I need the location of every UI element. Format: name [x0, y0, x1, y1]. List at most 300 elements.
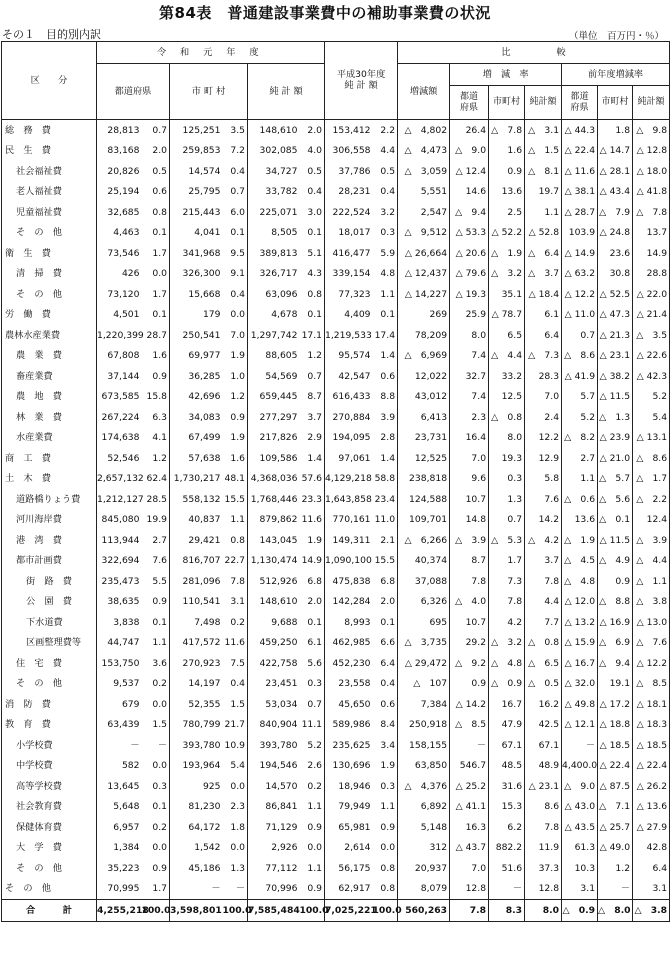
- cell-h30-pct: 2.1: [373, 530, 398, 551]
- table-row: [2, 735, 670, 756]
- cell-net-value: 86,841: [248, 797, 300, 818]
- cell-change-amount: △ 6,266: [398, 530, 450, 551]
- cell-prev-rate-muni: △ 52.5: [598, 284, 633, 305]
- header-rate-muni: 市町村: [489, 86, 525, 120]
- cell-rate-net: 8.6: [525, 797, 562, 818]
- row-label: 消 防 費: [2, 694, 97, 715]
- cell-h30-value: 77,323: [325, 284, 373, 305]
- cell-muni-value: 40,837: [170, 510, 223, 531]
- cell-prev-rate-net: △ 18.5: [633, 735, 670, 756]
- row-label: 商 工 費: [2, 448, 97, 469]
- cell-rate-net: 2.4: [525, 407, 562, 428]
- cell-pref-value: 113,944: [97, 530, 142, 551]
- cell-muni-value: 67,499: [170, 428, 223, 449]
- cell-h30-pct: 0.8: [373, 858, 398, 879]
- cell-change-amount: △ 4,473: [398, 141, 450, 162]
- table-row: [2, 223, 670, 244]
- cell-h30-pct: 8.4: [373, 715, 398, 736]
- table-row: [2, 489, 670, 510]
- cell-rate-net: △ 0.5: [525, 674, 562, 695]
- cell-rate-net: 7.0: [525, 387, 562, 408]
- cell-pref-value: 673,585: [97, 387, 142, 408]
- cell-h30-pct: 0.6: [373, 366, 398, 387]
- cell-h30-value: 475,838: [325, 571, 373, 592]
- table-row: [2, 448, 670, 469]
- cell-prev-rate-pref: 3.1: [562, 879, 598, 900]
- cell-h30-pct: 100.0: [373, 900, 398, 922]
- cell-prev-rate-muni: 30.8: [598, 264, 633, 285]
- cell-pref-pct: 0.6: [142, 182, 170, 203]
- header-net-total: 純 計 額: [248, 64, 325, 120]
- cell-rate-muni: 1.3: [489, 489, 525, 510]
- cell-change-amount: 5,551: [398, 182, 450, 203]
- cell-prev-rate-net: △ 1.1: [633, 571, 670, 592]
- cell-pref-value: 38,635: [97, 592, 142, 613]
- cell-rate-pref: 10.7: [450, 612, 489, 633]
- cell-net-value: 389,813: [248, 243, 300, 264]
- cell-rate-muni: 35.1: [489, 284, 525, 305]
- cell-prev-rate-pref: 1.1: [562, 469, 598, 490]
- cell-prev-rate-pref: △ 16.7: [562, 653, 598, 674]
- cell-muni-pct: 9.1: [223, 264, 248, 285]
- header-prefecture: 都道府県: [97, 64, 170, 120]
- cell-prev-rate-net: △ 13.1: [633, 428, 670, 449]
- table-subtitle: その１ 目的別内訳: [2, 28, 101, 41]
- cell-pref-value: 63,439: [97, 715, 142, 736]
- cell-prev-rate-net: △ 3.5: [633, 325, 670, 346]
- cell-h30-value: 97,061: [325, 448, 373, 469]
- cell-muni-value: 69,977: [170, 346, 223, 367]
- cell-h30-pct: 58.8: [373, 469, 398, 490]
- cell-net-pct: 5.1: [300, 243, 325, 264]
- cell-rate-pref: 14.8: [450, 510, 489, 531]
- cell-rate-muni: 1.7: [489, 551, 525, 572]
- cell-prev-rate-net: 14.9: [633, 243, 670, 264]
- header-comparison: 比 較: [398, 42, 670, 64]
- cell-pref-pct: 1.7: [142, 879, 170, 900]
- cell-rate-net: 5.8: [525, 469, 562, 490]
- cell-pref-value: 426: [97, 264, 142, 285]
- cell-rate-net: △ 3.7: [525, 264, 562, 285]
- cell-rate-pref: 0.9: [450, 674, 489, 695]
- cell-net-value: 879,862: [248, 510, 300, 531]
- table-row: [2, 551, 670, 572]
- cell-change-amount: 6,413: [398, 407, 450, 428]
- cell-rate-pref: 7.4: [450, 346, 489, 367]
- table-header: [2, 42, 670, 120]
- cell-prev-rate-net: △ 13.0: [633, 612, 670, 633]
- cell-prev-rate-net: △ 1.7: [633, 469, 670, 490]
- cell-h30-value: 28,231: [325, 182, 373, 203]
- cell-rate-net: 12.2: [525, 428, 562, 449]
- cell-net-pct: 0.1: [300, 612, 325, 633]
- cell-h30-value: 339,154: [325, 264, 373, 285]
- cell-h30-pct: 5.9: [373, 243, 398, 264]
- cell-prev-rate-net: △ 3.8: [633, 592, 670, 613]
- cell-prev-rate-muni: △ 23.9: [598, 428, 633, 449]
- cell-prev-rate-net: △ 22.6: [633, 346, 670, 367]
- cell-rate-net: 37.3: [525, 858, 562, 879]
- cell-rate-net: 7.8: [525, 817, 562, 838]
- cell-net-value: 277,297: [248, 407, 300, 428]
- cell-h30-pct: 0.4: [373, 182, 398, 203]
- row-label: 総 務 費: [2, 120, 97, 141]
- cell-net-pct: 2.0: [300, 592, 325, 613]
- cell-rate-muni: 8.0: [489, 428, 525, 449]
- cell-muni-value: 3,598,801: [170, 900, 223, 922]
- cell-net-pct: 0.1: [300, 223, 325, 244]
- cell-rate-muni: 48.5: [489, 756, 525, 777]
- cell-net-value: 70,996: [248, 879, 300, 900]
- cell-net-value: 63,096: [248, 284, 300, 305]
- cell-prev-rate-muni: △ 47.3: [598, 305, 633, 326]
- header-h30: 平成30年度 純 計 額: [325, 42, 398, 120]
- table-row: [2, 817, 670, 838]
- cell-pref-value: 582: [97, 756, 142, 777]
- cell-prev-rate-pref: 61.3: [562, 838, 598, 859]
- row-label: 道路橋りょう費: [2, 489, 97, 510]
- row-label: 区画整理費等: [2, 633, 97, 654]
- cell-h30-value: 18,017: [325, 223, 373, 244]
- cell-h30-pct: 3.9: [373, 407, 398, 428]
- cell-prev-rate-pref: △ 4.8: [562, 571, 598, 592]
- table-row: [2, 428, 670, 449]
- cell-h30-pct: 4.8: [373, 264, 398, 285]
- cell-prev-rate-muni: △ 49.0: [598, 838, 633, 859]
- cell-muni-pct: 6.0: [223, 202, 248, 223]
- cell-muni-value: 341,968: [170, 243, 223, 264]
- cell-h30-pct: 1.1: [373, 284, 398, 305]
- cell-rate-muni: －: [489, 879, 525, 900]
- cell-muni-pct: 0.1: [223, 223, 248, 244]
- cell-net-value: 7,585,484: [248, 900, 300, 922]
- cell-rate-net: △ 6.4: [525, 243, 562, 264]
- cell-rate-muni: △ 3.2: [489, 633, 525, 654]
- cell-net-value: 148,610: [248, 120, 300, 141]
- cell-h30-value: 4,409: [325, 305, 373, 326]
- cell-h30-value: 149,311: [325, 530, 373, 551]
- header-rate-net: 純計額: [525, 86, 562, 120]
- cell-net-value: 2,926: [248, 838, 300, 859]
- cell-rate-muni: 7.3: [489, 571, 525, 592]
- row-label: 下水道費: [2, 612, 97, 633]
- cell-prev-rate-pref: △ 14.9: [562, 243, 598, 264]
- cell-pref-value: 52,546: [97, 448, 142, 469]
- cell-prev-rate-muni: △ 25.7: [598, 817, 633, 838]
- cell-muni-pct: 1.9: [223, 428, 248, 449]
- row-label: 林 業 費: [2, 407, 97, 428]
- cell-muni-value: 417,572: [170, 633, 223, 654]
- cell-net-pct: 4.0: [300, 141, 325, 162]
- row-label: そ の 他: [2, 223, 97, 244]
- cell-rate-muni: 67.1: [489, 735, 525, 756]
- cell-pref-pct: 0.9: [142, 592, 170, 613]
- cell-pref-value: 1,384: [97, 838, 142, 859]
- cell-prev-rate-pref: 13.6: [562, 510, 598, 531]
- cell-net-value: 1,768,446: [248, 489, 300, 510]
- cell-pref-pct: 0.8: [142, 202, 170, 223]
- cell-rate-pref: △ 79.6: [450, 264, 489, 285]
- cell-muni-pct: 1.6: [223, 448, 248, 469]
- cell-pref-pct: 15.8: [142, 387, 170, 408]
- cell-muni-pct: 15.5: [223, 489, 248, 510]
- cell-prev-rate-pref: △ 15.9: [562, 633, 598, 654]
- cell-prev-rate-pref: 5.2: [562, 407, 598, 428]
- cell-pref-value: 35,223: [97, 858, 142, 879]
- cell-rate-muni: 47.9: [489, 715, 525, 736]
- table-row: [2, 182, 670, 203]
- cell-muni-value: 57,638: [170, 448, 223, 469]
- cell-rate-net: 3.7: [525, 551, 562, 572]
- cell-change-amount: △ 9,512: [398, 223, 450, 244]
- cell-muni-value: 281,096: [170, 571, 223, 592]
- cell-rate-net: △ 3.1: [525, 120, 562, 141]
- cell-rate-pref: 7.8: [450, 900, 489, 922]
- cell-prev-rate-net: △ 2.2: [633, 489, 670, 510]
- row-label: そ の 他: [2, 674, 97, 695]
- row-label: 社会福祉費: [2, 161, 97, 182]
- cell-prev-rate-muni: △ 7.1: [598, 797, 633, 818]
- cell-net-value: 225,071: [248, 202, 300, 223]
- cell-pref-pct: 7.6: [142, 551, 170, 572]
- cell-h30-pct: 1.4: [373, 346, 398, 367]
- cell-prev-rate-net: △ 8.5: [633, 674, 670, 695]
- cell-h30-value: 7,025,221: [325, 900, 373, 922]
- cell-muni-value: 558,132: [170, 489, 223, 510]
- cell-pref-pct: 6.3: [142, 407, 170, 428]
- cell-rate-pref: △ 9.0: [450, 141, 489, 162]
- cell-rate-net: △ 1.5: [525, 141, 562, 162]
- cell-muni-value: 179: [170, 305, 223, 326]
- cell-prev-rate-pref: △ 44.3: [562, 120, 598, 141]
- cell-muni-pct: 1.3: [223, 858, 248, 879]
- cell-pref-pct: 0.0: [142, 756, 170, 777]
- cell-net-value: 393,780: [248, 735, 300, 756]
- cell-muni-pct: 0.4: [223, 284, 248, 305]
- cell-h30-value: 306,558: [325, 141, 373, 162]
- cell-rate-net: 12.8: [525, 879, 562, 900]
- cell-change-amount: 109,701: [398, 510, 450, 531]
- cell-net-pct: 17.1: [300, 325, 325, 346]
- cell-pref-pct: 0.1: [142, 797, 170, 818]
- cell-muni-pct: 0.4: [223, 674, 248, 695]
- table-body: [2, 120, 670, 922]
- cell-prev-rate-muni: △ 8.8: [598, 592, 633, 613]
- cell-prev-rate-pref: －: [562, 735, 598, 756]
- cell-prev-rate-muni: △ 6.9: [598, 633, 633, 654]
- header-prev-net: 純計額: [633, 86, 670, 120]
- cell-prev-rate-pref: △ 38.1: [562, 182, 598, 203]
- cell-h30-pct: 0.5: [373, 161, 398, 182]
- table-row: [2, 653, 670, 674]
- cell-muni-pct: 10.9: [223, 735, 248, 756]
- cell-pref-value: 5,648: [97, 797, 142, 818]
- cell-net-pct: 6.8: [300, 571, 325, 592]
- table-row: [2, 694, 670, 715]
- cell-rate-pref: △ 19.3: [450, 284, 489, 305]
- row-label: 保健体育費: [2, 817, 97, 838]
- cell-rate-muni: 7.8: [489, 592, 525, 613]
- cell-prev-rate-pref: △ 49.8: [562, 694, 598, 715]
- cell-muni-pct: 2.3: [223, 797, 248, 818]
- row-label: 畜産業費: [2, 366, 97, 387]
- cell-prev-rate-pref: △ 4.5: [562, 551, 598, 572]
- cell-net-pct: 2.6: [300, 756, 325, 777]
- cell-h30-value: 462,985: [325, 633, 373, 654]
- table-row: [2, 838, 670, 859]
- cell-muni-value: 52,355: [170, 694, 223, 715]
- cell-change-amount: △ 14,227: [398, 284, 450, 305]
- cell-prev-rate-pref: △ 0.9: [562, 900, 598, 922]
- cell-net-pct: 0.8: [300, 284, 325, 305]
- cell-net-pct: 14.9: [300, 551, 325, 572]
- cell-change-amount: 2,547: [398, 202, 450, 223]
- cell-h30-pct: 0.8: [373, 879, 398, 900]
- cell-h30-value: 42,547: [325, 366, 373, 387]
- cell-net-pct: 23.3: [300, 489, 325, 510]
- cell-net-pct: 3.7: [300, 407, 325, 428]
- cell-change-amount: 12,022: [398, 366, 450, 387]
- total-row: [2, 900, 670, 922]
- cell-net-value: 302,085: [248, 141, 300, 162]
- cell-prev-rate-muni: △ 24.8: [598, 223, 633, 244]
- cell-muni-pct: 1.9: [223, 346, 248, 367]
- cell-change-amount: 695: [398, 612, 450, 633]
- cell-prev-rate-net: △ 12.2: [633, 653, 670, 674]
- cell-prev-rate-muni: 23.6: [598, 243, 633, 264]
- cell-net-pct: 100.0: [300, 900, 325, 922]
- cell-change-amount: 158,155: [398, 735, 450, 756]
- cell-h30-value: 18,946: [325, 776, 373, 797]
- header-category: 区 分: [2, 42, 97, 120]
- cell-h30-pct: 15.5: [373, 551, 398, 572]
- cell-prev-rate-net: 6.4: [633, 858, 670, 879]
- row-label: 清 掃 費: [2, 264, 97, 285]
- cell-prev-rate-net: 3.1: [633, 879, 670, 900]
- row-label: 農 業 費: [2, 346, 97, 367]
- cell-h30-value: 23,558: [325, 674, 373, 695]
- cell-prev-rate-net: △ 18.3: [633, 715, 670, 736]
- cell-rate-net: 6.4: [525, 325, 562, 346]
- cell-rate-pref: 8.0: [450, 325, 489, 346]
- cell-net-pct: 11.6: [300, 510, 325, 531]
- cell-prev-rate-muni: △ 5.7: [598, 469, 633, 490]
- cell-rate-pref: 9.6: [450, 469, 489, 490]
- cell-rate-pref: 546.7: [450, 756, 489, 777]
- header-change: 増減額: [398, 64, 450, 120]
- cell-change-amount: 312: [398, 838, 450, 859]
- cell-rate-net: △ 8.1: [525, 161, 562, 182]
- cell-prev-rate-pref: △ 0.6: [562, 489, 598, 510]
- cell-h30-pct: 6.4: [373, 653, 398, 674]
- cell-net-value: 659,445: [248, 387, 300, 408]
- cell-rate-pref: 8.7: [450, 551, 489, 572]
- cell-prev-rate-muni: △ 21.3: [598, 325, 633, 346]
- cell-prev-rate-net: △ 42.3: [633, 366, 670, 387]
- cell-rate-net: 14.2: [525, 510, 562, 531]
- cell-pref-pct: 62.4: [142, 469, 170, 490]
- cell-rate-net: 16.2: [525, 694, 562, 715]
- cell-muni-value: 215,443: [170, 202, 223, 223]
- table-row: [2, 715, 670, 736]
- cell-rate-net: △ 7.3: [525, 346, 562, 367]
- cell-rate-muni: △ 4.8: [489, 653, 525, 674]
- cell-pref-pct: 0.5: [142, 161, 170, 182]
- cell-rate-net: △ 6.5: [525, 653, 562, 674]
- cell-h30-value: 1,643,858: [325, 489, 373, 510]
- cell-net-pct: 1.2: [300, 346, 325, 367]
- cell-pref-pct: 0.1: [142, 223, 170, 244]
- cell-muni-value: 110,541: [170, 592, 223, 613]
- cell-rate-pref: △ 20.6: [450, 243, 489, 264]
- cell-rate-pref: 14.6: [450, 182, 489, 203]
- cell-prev-rate-net: △ 12.8: [633, 141, 670, 162]
- cell-h30-value: 589,986: [325, 715, 373, 736]
- cell-change-amount: 40,374: [398, 551, 450, 572]
- cell-h30-pct: 2.8: [373, 428, 398, 449]
- cell-prev-rate-muni: △ 9.4: [598, 653, 633, 674]
- cell-h30-pct: 2.0: [373, 592, 398, 613]
- cell-h30-value: 2,614: [325, 838, 373, 859]
- cell-net-pct: 0.9: [300, 879, 325, 900]
- cell-pref-pct: 1.5: [142, 715, 170, 736]
- row-label: 農 地 費: [2, 387, 97, 408]
- cell-muni-pct: 1.2: [223, 387, 248, 408]
- cell-rate-muni: 2.5: [489, 202, 525, 223]
- cell-muni-value: 259,853: [170, 141, 223, 162]
- cell-pref-pct: 0.0: [142, 264, 170, 285]
- cell-net-pct: 2.0: [300, 120, 325, 141]
- cell-h30-pct: 0.3: [373, 223, 398, 244]
- cell-change-amount: 78,209: [398, 325, 450, 346]
- cell-rate-pref: 12.8: [450, 879, 489, 900]
- cell-rate-muni: 6.2: [489, 817, 525, 838]
- cell-h30-value: 452,230: [325, 653, 373, 674]
- cell-change-amount: 238,818: [398, 469, 450, 490]
- cell-prev-rate-muni: △ 14.7: [598, 141, 633, 162]
- cell-pref-value: 83,168: [97, 141, 142, 162]
- cell-rate-muni: △ 5.3: [489, 530, 525, 551]
- cell-h30-value: 95,574: [325, 346, 373, 367]
- cell-prev-rate-pref: △ 22.4: [562, 141, 598, 162]
- cell-prev-rate-pref: 0.7: [562, 325, 598, 346]
- table-row: [2, 571, 670, 592]
- cell-muni-value: 4,041: [170, 223, 223, 244]
- cell-muni-value: 81,230: [170, 797, 223, 818]
- cell-pref-value: 4,463: [97, 223, 142, 244]
- cell-muni-pct: 11.6: [223, 633, 248, 654]
- cell-prev-rate-muni: △ 11.5: [598, 387, 633, 408]
- cell-rate-pref: 25.9: [450, 305, 489, 326]
- cell-prev-rate-muni: △ 22.4: [598, 756, 633, 777]
- cell-rate-net: 12.9: [525, 448, 562, 469]
- cell-muni-pct: 1.5: [223, 694, 248, 715]
- cell-prev-rate-net: 42.8: [633, 838, 670, 859]
- cell-muni-value: 1,730,217: [170, 469, 223, 490]
- cell-rate-muni: 13.6: [489, 182, 525, 203]
- cell-rate-pref: △ 9.4: [450, 202, 489, 223]
- table-row: [2, 243, 670, 264]
- cell-prev-rate-net: △ 7.6: [633, 633, 670, 654]
- cell-muni-value: －: [170, 879, 223, 900]
- table-row: [2, 305, 670, 326]
- table-row: [2, 161, 670, 182]
- cell-pref-pct: 2.7: [142, 530, 170, 551]
- cell-prev-rate-pref: △ 8.2: [562, 428, 598, 449]
- cell-rate-muni: 12.5: [489, 387, 525, 408]
- cell-h30-pct: 0.0: [373, 838, 398, 859]
- cell-net-value: 148,610: [248, 592, 300, 613]
